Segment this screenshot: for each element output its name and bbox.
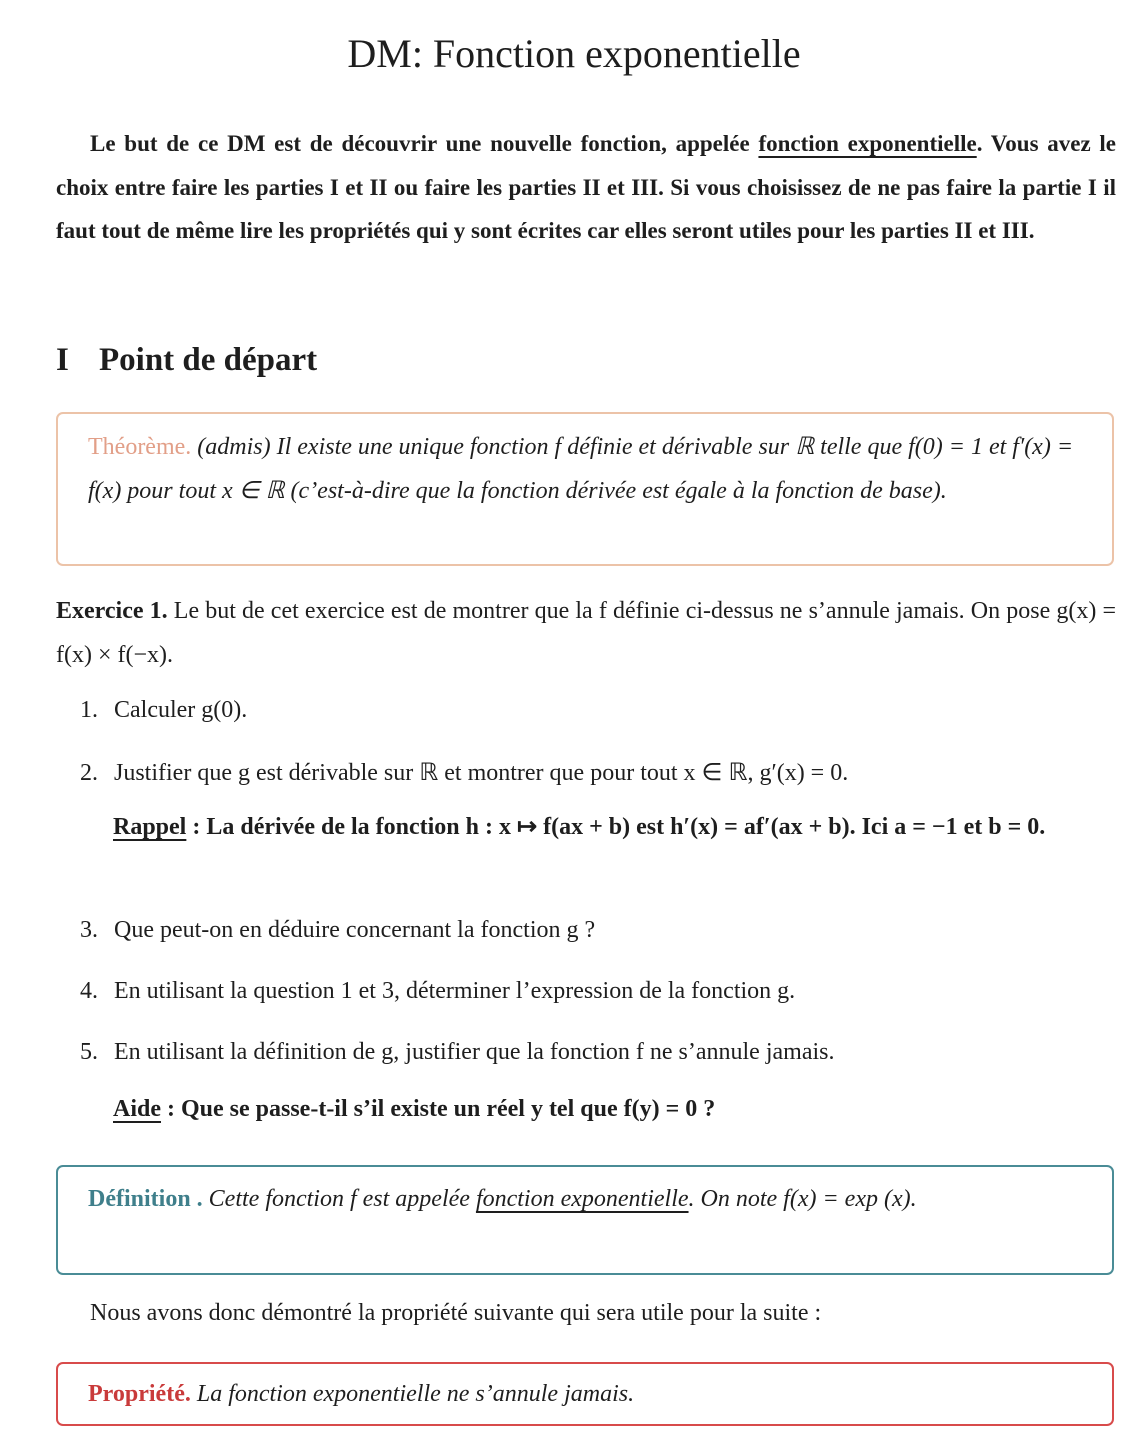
definition-text-before: Cette fonction f est appelée <box>202 1186 476 1212</box>
theorem-label: Théorème. <box>88 434 192 460</box>
exercise-statement <box>56 589 1116 677</box>
list-item-number: 4. <box>80 978 98 1004</box>
list-item <box>80 697 1120 724</box>
list-item-number: 2. <box>80 760 98 786</box>
rappel-note <box>113 806 1123 848</box>
aide-note <box>113 1088 1123 1130</box>
intro-text-before: Le but de ce DM est de découvrir une nouvelle fonction, appelée <box>90 131 759 156</box>
list-item-text: Calculer g(0). <box>114 697 248 723</box>
section-title: Point de départ <box>99 342 318 378</box>
intro-underlined-term: fonction exponentielle <box>758 131 977 156</box>
list-item-text: Justifier que g est dérivable sur ℝ et montrer que pour tout x ∈ ℝ, g′(x) = 0. <box>114 760 849 786</box>
page-title: DM: Fonction exponentielle <box>347 31 801 76</box>
list-item <box>80 1039 1120 1066</box>
exercise-text: Le but de cet exercice est de montrer que la f définie ci-dessus ne s’annule jamais. On pose g(x) = f(x) × f(−x). <box>56 598 1117 668</box>
property-label: Propriété. <box>88 1381 191 1407</box>
definition-underlined-term: fonction exponentielle <box>475 1186 689 1212</box>
exercise-label: Exercice 1. <box>56 598 168 624</box>
list-item <box>80 917 1120 944</box>
list-item-number: 5. <box>80 1039 98 1065</box>
property-box <box>56 1362 1114 1426</box>
list-item-text: En utilisant la définition de g, justifier que la fonction f ne s’annule jamais. <box>114 1039 835 1065</box>
theorem-box <box>56 412 1114 566</box>
section-number: I <box>56 342 69 378</box>
aide-text: : Que se passe-t-il s’il existe un réel y tel que f(y) = 0 ? <box>161 1096 716 1122</box>
aide-label: Aide <box>113 1096 161 1122</box>
definition-text-after: . On note f(x) = exp (x). <box>688 1186 917 1212</box>
rappel-text: : La dérivée de la fonction h : x ↦ f(ax + b) est h′(x) = af′(ax + b). Ici a = −1 et b = 0. <box>186 814 1046 840</box>
definition-label: Définition . <box>88 1186 203 1212</box>
summary-text: Nous avons donc démontré la propriété suivante qui sera utile pour la suite : <box>90 1300 822 1326</box>
theorem-text: (admis) Il existe une unique fonction f définie et dérivable sur ℝ telle que f(0) = 1 et f′(x) = f(x) pour tout x ∈ ℝ (c’est-à-dire que la fonction dérivée est égale à la fonction de base). <box>88 434 1074 504</box>
list-item <box>80 758 1120 787</box>
rappel-label: Rappel <box>113 814 187 840</box>
intro-paragraph <box>56 122 1116 253</box>
list-item-number: 1. <box>80 697 98 723</box>
list-item-text: En utilisant la question 1 et 3, déterminer l’expression de la fonction g. <box>114 978 796 1004</box>
list-item-number: 3. <box>80 917 98 943</box>
section-heading <box>56 342 317 379</box>
property-text: La fonction exponentielle ne s’annule jamais. <box>190 1381 635 1407</box>
definition-box <box>56 1165 1114 1275</box>
list-item-text: Que peut-on en déduire concernant la fonction g ? <box>114 917 596 943</box>
list-item <box>80 978 1120 1005</box>
intro-text-after: . Vous avez le choix entre faire les parties I et II ou faire les parties II et III. Si vous choisissez de ne pas faire la partie I il faut tout de même lire les propriétés qui y sont écrites car elles seront utiles pour les parties II et III. <box>56 131 1117 243</box>
